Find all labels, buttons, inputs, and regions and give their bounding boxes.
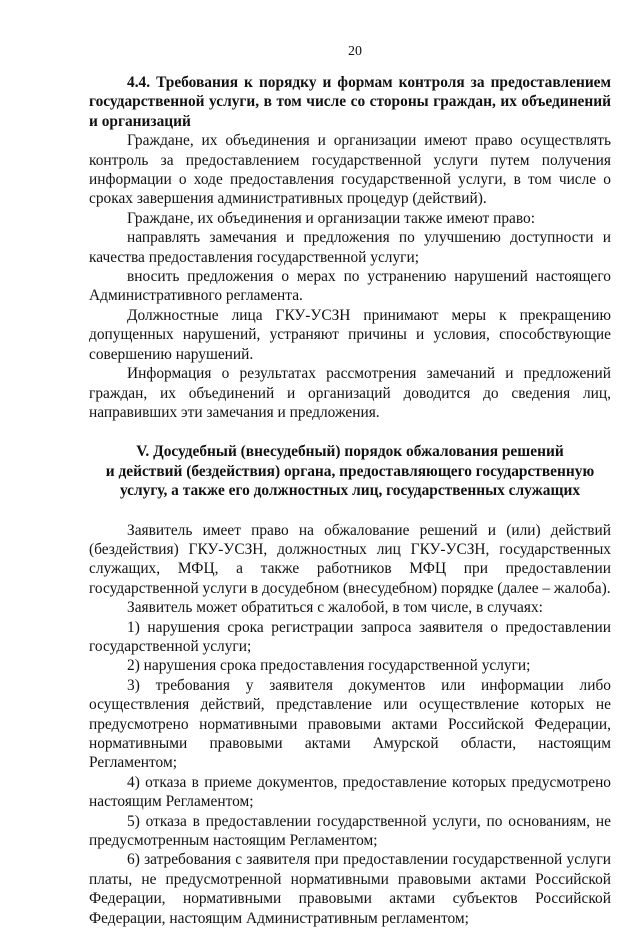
paragraph: направлять замечания и предложения по улучшению доступности и качества предоставления государственной услуги; [89,229,611,266]
list-item: 5) отказа в предоставлении государственной услуги, по основаниям, не предусмотренным настоящим Регламентом; [89,812,611,850]
list-item: 2) нарушения срока предоставления государственной услуги; [127,657,531,675]
spacer [89,501,611,521]
heading-line: и действий (бездействия) органа, предоставляющего государственную [105,462,595,480]
list-item: 3) требования у заявителя документов или информации либо осуществления действий, представление или осуществление которых не предусмотрено нормативными правовыми актами Российской Федерации, нормативными правовыми актами Амурской области, настоящим Регламентом; [89,676,611,772]
list-item: 1) нарушения срока регистрации запроса заявителя о предоставлении государственной услуги; [89,618,611,655]
paragraph: Граждане, их объединения и организации также имеют право: [127,209,536,227]
section-4-4-heading: 4.4. Требования к порядку и формам контроля за предоставлением государственной услуги, в том числе со стороны граждан, их объединений и организаций [89,74,611,130]
paragraph: Заявитель имеет право на обжалование решений и (или) действий (бездействия) ГКУ-УСЗН, должностных лиц ГКУ-УСЗН, государственных служащих, МФЦ, а также работников МФЦ при предоставлении государственной услуги в досудебном (внесудебном) порядке (далее – жалоба). [89,521,611,597]
heading-line: V. Досудебный (внесудебный) порядок обжалования решений [136,443,564,461]
section-v-heading [89,442,611,500]
paragraph: Информация о результатах рассмотрения замечаний и предложений граждан, их объединений и организаций доводится до сведения лиц, направивших эти замечания и предложения. [89,365,611,421]
paragraph: Должностные лица ГКУ-УСЗН принимают меры к прекращению допущенных нарушений, устраняют причины и условия, способствующие совершению нарушений. [89,306,611,363]
list-item: 6) затребования с заявителя при предоставлении государственной услуги платы, не предусмотренной нормативными правовыми актами Российской Федерации, нормативными правовыми актами субъектов Российской Федерации, настоящим Административным регламентом; [89,851,611,927]
page-number: 20 [348,44,362,59]
list-item: 4) отказа в приеме документов, предоставление которых предусмотрено настоящим Регламентом; [89,773,611,811]
heading-line: услугу, а также его должностных лиц, государственных служащих [119,482,581,500]
spacer [89,422,611,442]
paragraph: вносить предложения о мерах по устранению нарушений настоящего Административного регламента. [89,268,611,305]
paragraph: Заявитель может обратиться с жалобой, в том числе, в случаях: [127,599,543,617]
paragraph: Граждане, их объединения и организации имеют право осуществлять контроль за предоставлением государственной услуги путем получения информации о ходе предоставления государственной услуги, в том числе о сроках завершения административных процедур (действий). [89,132,611,208]
